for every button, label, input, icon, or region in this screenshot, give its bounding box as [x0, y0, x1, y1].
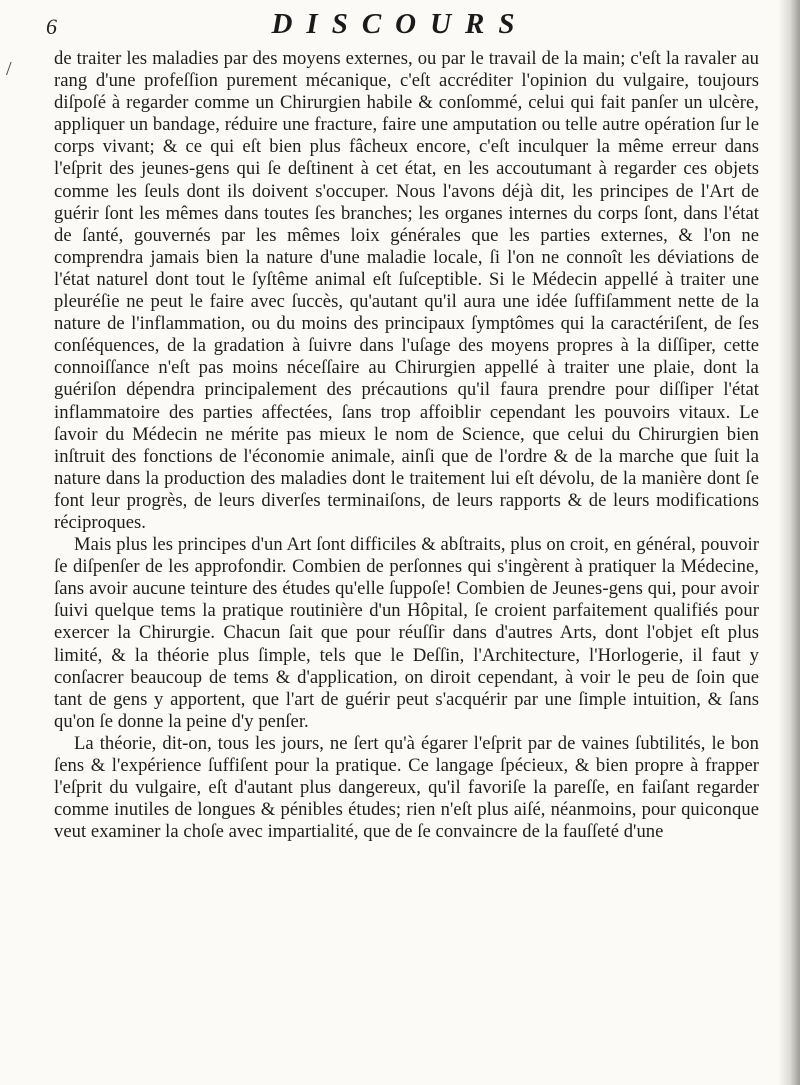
margin-mark: / — [6, 58, 12, 80]
body-text — [54, 48, 759, 843]
page-number: 6 — [46, 14, 57, 39]
page-edge-shadow — [778, 0, 800, 1085]
running-head: DISCOURS — [271, 8, 529, 40]
paragraph-3: La théorie, dit-on, tous les jours, ne ſert qu'à égarer l'eſprit par de vaines ſubtilités, le bon ſens & l'expérience ſuffiſent pour la pratique. Ce langage ſpécieux, & bien propre à frapper l'eſprit du vulgaire, eſt d'autant plus dangereux, qu'il favoriſe la pareſſe, en faiſant regarder comme inutiles de longues & pénibles études; rien n'eſt plus aiſé, néanmoins, pour quiconque veut examiner la choſe avec impartialité, que de ſe convaincre de la fauſſeté d'une — [54, 732, 759, 843]
paragraph-1: de traiter les maladies par des moyens externes, ou par le travail de la main; c'eſt la ravaler au rang d'une profeſſion purement mécanique, c'eſt accréditer l'opinion du vulgaire, toujours diſpoſé à regarder comme un Chirurgien habile & conſommé, celui qui fait panſer un ulcère, appliquer un bandage, réduire une fracture, faire une amputation ou telle autre opération ſur le corps vivant; & ce qui eſt bien plus fâcheux encore, c'eſt inculquer la même erreur dans l'eſprit des jeunes-gens qui ſe deſtinent à cet état, en les accoutumant à regarder ces objets comme les ſeuls dont ils doivent s'occuper. Nous l'avons déjà dit, les principes de l'Art de guérir ſont les mêmes dans toutes ſes branches; les organes internes du corps ſont, dans l'état de ſanté, gouvernés par les mêmes loix générales que les parties externes, & l'on ne comprendra jamais bien la nature d'une maladie locale, ſi l'on ne connoît les déviations de l'état naturel dont tout le ſyſtême animal eſt ſuſceptible. Si le Médecin appellé à traiter une pleuréſie ne peut le faire avec ſuccès, qu'autant qu'il aura une idée ſuffiſamment nette de la nature de l'inflammation, ou du moins des principaux ſymptômes qui la caractériſent, de ſes conſéquences, de la gradation à ſuivre dans l'uſage des moyens propres à la diſſiper, cette connoiſſance n'eſt pas moins néceſſaire au Chirurgien appellé à traiter une plaie, dont la guériſon dépendra principalement des précautions qu'il faura prendre pour diſſiper l'état inflammatoire des parties affectées, ſans trop affoiblir cependant les pouvoirs vitaux. Le ſavoir du Médecin ne mérite pas mieux le nom de Science, que celui du Chirurgien bien inſtruit des fonctions de l'économie animale, ainſi que de l'ordre & de la marche que ſuit la nature dans la production des maladies dont le traitement lui eſt dévolu, de la manière dont ſe font leur progrès, de leurs diverſes terminaiſons, de leurs rapports & de leurs modifications réciproques. — [54, 48, 759, 533]
paragraph-2: Mais plus les principes d'un Art ſont difficiles & abſtraits, plus on croit, en général, pouvoir ſe diſpenſer de les approfondir. Combien de perſonnes qui s'ingèrent à pratiquer la Médecine, ſans avoir aucune teinture des études qu'elle ſuppoſe! Combien de Jeunes-gens qui, pour avoir ſuivi quelque tems la pratique routinière d'un Hôpital, ſe croient parfaitement qualifiés pour exercer la Chirurgie. Chacun ſait que pour réuſſir dans d'autres Arts, dont l'objet eſt plus limité, & la théorie plus ſimple, tels que le Deſſin, l'Architecture, l'Horlogerie, il faut y conſacrer beaucoup de tems & d'application, on diroit cependant, à voir le peu de ſoin que tant de gens y apportent, que l'art de guérir peut s'acquérir par une ſimple intuition, & ſans qu'on ſe donne la peine d'y penſer. — [54, 534, 759, 732]
page-header — [0, 8, 800, 44]
